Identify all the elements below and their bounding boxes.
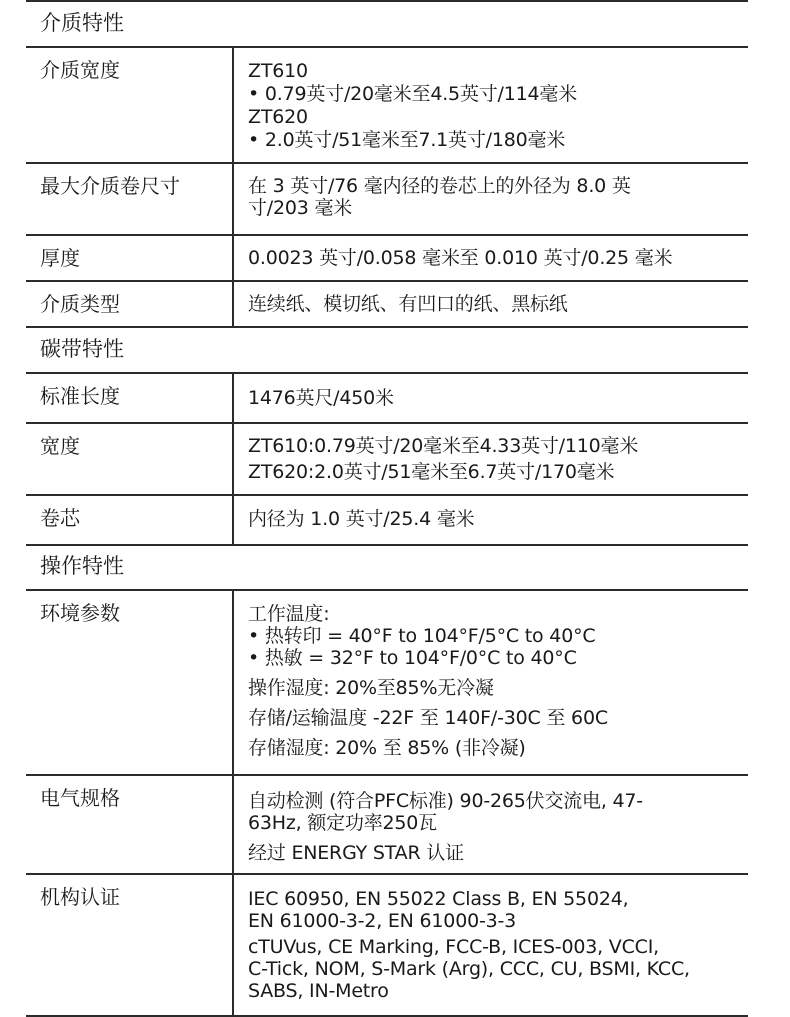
table-row [26, 234, 748, 280]
value-line: 经过 ENERGY STAR 认证 [248, 842, 464, 864]
table-row [26, 372, 748, 422]
value-line: ZT620 [248, 106, 308, 128]
value-line: 存储湿度: 20% 至 85% (非冷凝) [248, 737, 526, 759]
row-value [234, 236, 748, 280]
value-line: • 热敏 = 32°F to 104°F/0°C to 40°C [248, 647, 577, 669]
value-line: 工作温度: [248, 603, 330, 625]
table-row [26, 422, 748, 494]
row-value [234, 776, 748, 873]
value-line: ZT610 [248, 60, 308, 82]
value-line: 1476英尺/450米 [248, 387, 394, 409]
spec-sheet [26, 0, 748, 1017]
value-line: 存储/运输温度 -22F 至 140F/-30C 至 60C [248, 707, 608, 729]
row-label: 介质类型 [26, 282, 234, 326]
value-line: 63Hz, 额定功率250瓦 [248, 812, 437, 834]
value-line: 在 3 英寸/76 毫内径的卷芯上的外径为 8.0 英 [248, 175, 631, 197]
table-row [26, 589, 748, 774]
value-line: 寸/203 毫米 [248, 197, 353, 219]
value-line: 0.0023 英寸/0.058 毫米至 0.010 英寸/0.25 毫米 [248, 247, 673, 269]
row-value [234, 282, 748, 326]
row-value [234, 374, 748, 422]
row-label: 介质宽度 [26, 48, 234, 162]
row-label: 厚度 [26, 236, 234, 280]
row-label: 环境参数 [26, 591, 234, 774]
value-line: cTUVus, CE Marking, FCC-B, ICES-003, VCCI, [248, 936, 659, 958]
table-row [26, 162, 748, 234]
table-row [26, 280, 748, 326]
row-value [234, 164, 748, 234]
row-label: 标准长度 [26, 374, 234, 422]
row-label: 宽度 [26, 424, 234, 494]
value-line: • 热转印 = 40°F to 104°F/5°C to 40°C [248, 625, 596, 647]
value-line: EN 61000-3-2, EN 61000-3-3 [248, 910, 517, 932]
value-line: ZT610:0.79英寸/20毫米至4.33英寸/110毫米 [248, 435, 639, 457]
row-label: 最大介质卷尺寸 [26, 164, 234, 234]
table-row [26, 494, 748, 544]
value-line: 操作湿度: 20%至85%无冷凝 [248, 677, 494, 699]
table-row [26, 774, 748, 873]
value-line: 内径为 1.0 英寸/25.4 毫米 [248, 508, 475, 530]
value-line: C-Tick, NOM, S-Mark (Arg), CCC, CU, BSMI, KCC, [248, 958, 690, 980]
value-line: IEC 60950, EN 55022 Class B, EN 55024, [248, 888, 629, 910]
value-line: 自动检测 (符合PFC标准) 90-265伏交流电, 47- [248, 790, 643, 812]
section-title-media: 介质特性 [40, 11, 124, 35]
value-line: SABS, IN-Metro [248, 980, 389, 1002]
row-label: 卷芯 [26, 496, 234, 544]
row-value [234, 496, 748, 544]
value-line: ZT620:2.0英寸/51毫米至6.7英寸/170毫米 [248, 461, 615, 483]
row-value [234, 875, 748, 1015]
table-row [26, 46, 748, 162]
row-label: 电气规格 [26, 776, 234, 873]
value-line: 连续纸、模切纸、有凹口的纸、黑标纸 [248, 293, 568, 315]
row-value [234, 591, 748, 774]
section-title-operating: 操作特性 [40, 554, 124, 578]
section-title-ribbon: 碳带特性 [40, 337, 124, 361]
row-value [234, 424, 748, 494]
row-value [234, 48, 748, 162]
value-line: • 2.0英寸/51毫米至7.1英寸/180毫米 [248, 129, 566, 151]
table-row [26, 873, 748, 1017]
row-label: 机构认证 [26, 875, 234, 1015]
value-line: • 0.79英寸/20毫米至4.5英寸/114毫米 [248, 83, 578, 105]
